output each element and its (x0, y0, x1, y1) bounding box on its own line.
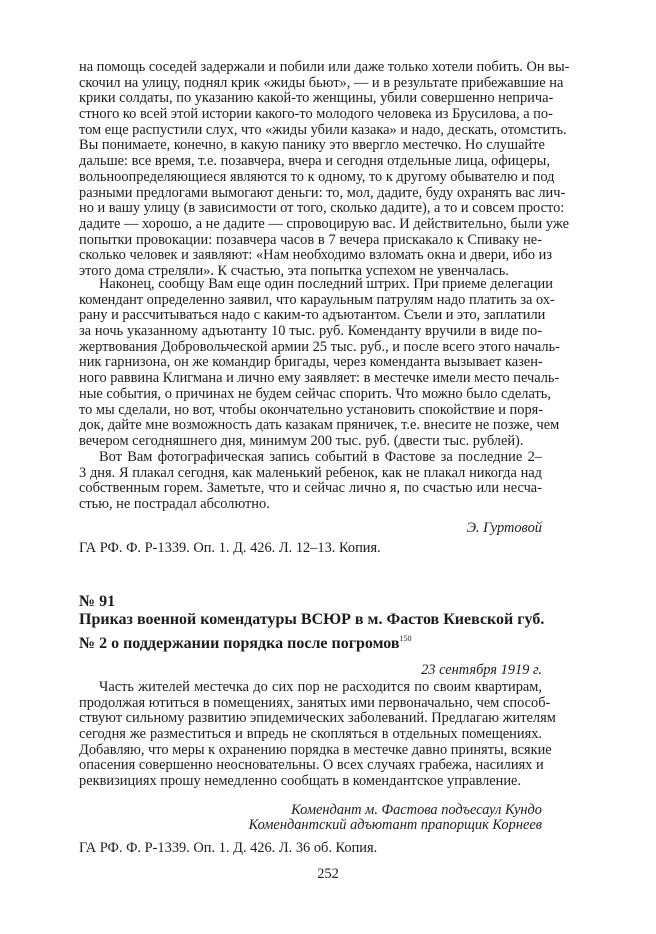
text-line: ник гарнизона, он же командир бригады, через коменданта вызывает казен- (79, 354, 543, 371)
footnote-ref: 150 (399, 634, 412, 643)
text-line: Часть жителей местечка до сих пор не расходится по своим квартирам, (99, 679, 542, 695)
text-line: том еще распустили слух, что «жиды убили казака» и надо, дескать, отомстить. (79, 121, 567, 138)
text-line: разными предлогами вымогают деньги: то, мол, дадите, буду охранять вас лич- (79, 184, 566, 201)
text-line: Вот Вам фотографическая запись событий в Фастове за последние 2– (99, 449, 542, 465)
doc90-paragraph-1 (79, 59, 570, 280)
text-line: вечером сегодняшнего дня, минимум 200 тыс. руб. (двести тыс. рублей). (79, 432, 524, 449)
doc90-paragraph-3 (79, 450, 542, 513)
doc90-source: ГА РФ. Ф. Р-1339. Оп. 1. Д. 426. Л. 12–13. Копия. (79, 540, 381, 556)
text-line: реквизициях прошу немедленно сообщать в комендантское управление. (79, 773, 522, 790)
text-line: собственным горем. Заметьте, что и сейчас лично я, по счастью или несча- (79, 480, 542, 497)
text-line: стью, не пострадал абсолютно. (79, 496, 270, 513)
text-line: то мы сделали, но вот, чтобы окончательно установить спокойствие и поря- (79, 401, 544, 418)
text-line: за ночь указанному адъютанту 10 тыс. руб. Коменданту вручили в виде по- (79, 323, 542, 340)
text-line: скочил на улицу, поднял крик «жиды бьют», — и в результате прибежавшие на (79, 74, 564, 91)
text-line: но и вашу улицу (в зависимости от того, сколько дадите), а то и совсем просто: (79, 200, 565, 217)
doc91-signature-2: Комендантский адъютант прапорщик Корнеев (248, 817, 542, 833)
text-line: дадите — хорошо, а не дадите — спровоцирую вас. И действительно, были уже (79, 215, 569, 232)
text-line: Наконец, сообщу Вам еще один последний штрих. При приеме делегации (99, 276, 553, 292)
doc91-number: № 91 (79, 593, 116, 610)
text-line: док, дайте мне возможность дать казакам пряничек, т.е. внесите не позже, чем (79, 417, 560, 434)
text-line: этого дома стреляли». К счастью, эта попытка успехом не увенчалась. (79, 262, 509, 279)
text-line: сегодня же разместиться и впредь не скопляться в отдельных помещениях. (79, 726, 542, 743)
text-line: ного раввина Клигмана и лично ему заявляет: в местечке имели место печаль- (79, 370, 560, 387)
text-line: Вы понимаете, конечно, в какую панику это ввергло местечко. Но слушайте (79, 137, 545, 154)
text-line: 3 дня. Я плакал сегодня, как маленький ребенок, как не плакал никогда над (79, 464, 542, 481)
doc91-title-line2 (79, 630, 542, 654)
text-line: продолжая ютиться в помещениях, занятых ими первоначально, чем способ- (79, 694, 551, 711)
text-line: вольноопределяющиеся являются то к одному, то к другому обывателю и под (79, 168, 555, 185)
doc91-signature-1: Комендант м. Фастова подъесаул Кундо (291, 802, 542, 818)
doc90-signature: Э. Гуртовой (466, 520, 542, 536)
text-line: жертвования Добровольческой армии 25 тыс. руб., и после всего этого началь- (79, 338, 560, 355)
doc91-title-line1: Приказ военной комендатуры ВСЮР в м. Фастов Киевской губ. (79, 611, 545, 628)
doc91-paragraph (79, 679, 556, 790)
text-line: попытки провокации: позавчера часов в 7 вечера прискакало к Спиваку не- (79, 231, 542, 248)
text-line: на помощь соседей задержали и побили или даже только хотели побить. Он вы- (79, 59, 570, 75)
text-line: опасения совершенно неосновательны. О всех случаях грабежа, насилиях и (79, 757, 544, 774)
doc90-paragraph-2 (79, 276, 560, 450)
text-line: рану и рассчитываться надо с каким-то адъютантом. Съели и это, заплатили (79, 307, 546, 324)
text-line: крики солдаты, по указанию какой-то женщины, убили совершенно неприча- (79, 90, 554, 107)
text-line: дальше: все время, т.е. позавчера, вчера и сегодня отдельные лица, офицеры, (79, 153, 550, 170)
doc91-title-line2-text: № 2 о поддержании порядка после погромов (79, 635, 400, 652)
text-line: Добавляю, что меры к охранению порядка в местечке давно приняты, всякие (79, 741, 552, 758)
text-line: сколько человек и заявляют: «Нам необходимо взломать окна и двери, ибо из (79, 247, 553, 264)
page-number: 252 (317, 866, 339, 882)
doc91-source: ГА РФ. Ф. Р-1339. Оп. 1. Д. 426. Л. 36 об. Копия. (79, 840, 378, 856)
text-line: ные события, о причинах не будем сейчас спорить. Что можно было сделать, (79, 385, 551, 402)
text-line: стного ко всей этой истории какого-то молодого человека из Брусилова, а по- (79, 106, 553, 123)
text-line: комендант определенно заявил, что караульным патрулям надо платить за ох- (79, 291, 555, 308)
text-line: ствуют сильному развитию эпидемических заболеваний. Предлагаю жителям (79, 710, 556, 727)
doc91-date: 23 сентября 1919 г. (421, 662, 542, 678)
